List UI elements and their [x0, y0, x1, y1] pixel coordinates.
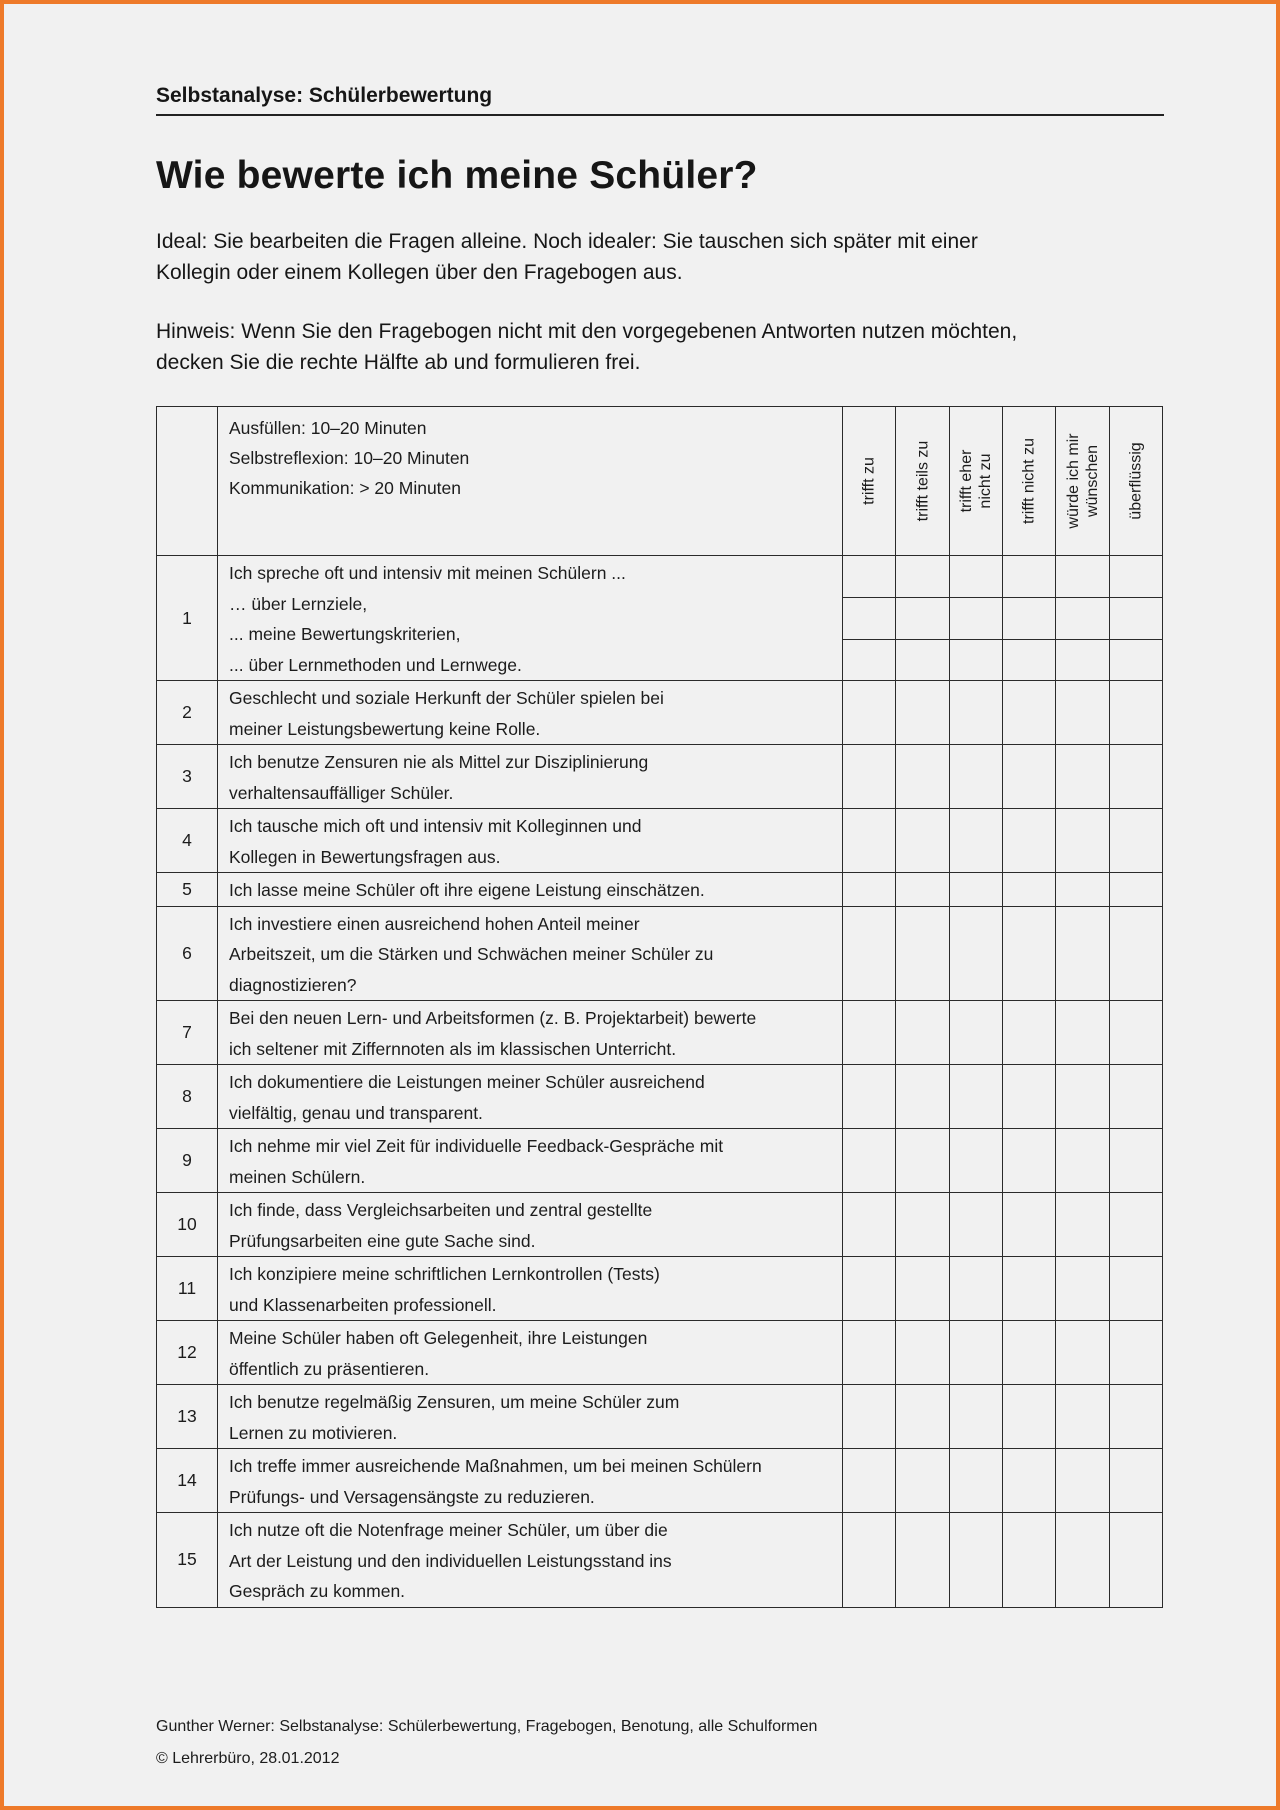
answer-checkbox-cell[interactable]	[843, 1065, 896, 1129]
answer-checkbox-cell[interactable]	[896, 1449, 950, 1513]
answer-checkbox-cell[interactable]	[950, 1321, 1003, 1385]
column-header-trifft-zu	[843, 407, 896, 556]
answer-checkbox-cell[interactable]	[843, 1257, 896, 1321]
answer-checkbox-cell[interactable]	[843, 556, 896, 598]
hint-line-1: Hinweis: Wenn Sie den Fragebogen nicht mit den vorgegebenen Antworten nutzen möchten,	[156, 320, 1018, 343]
answer-checkbox-cell[interactable]	[1003, 1001, 1056, 1065]
answer-checkbox-cell[interactable]	[843, 1193, 896, 1257]
table-header-row	[157, 407, 1163, 556]
answer-checkbox-cell[interactable]	[843, 1513, 896, 1608]
answer-checkbox-cell[interactable]	[1110, 1385, 1163, 1449]
answer-checkbox-cell[interactable]	[1110, 1321, 1163, 1385]
question-text-line: Prüfungs- und Versagensängste zu reduzieren.	[229, 1486, 595, 1507]
answer-checkbox-cell[interactable]	[1110, 906, 1163, 1001]
answer-checkbox-cell[interactable]	[1003, 1193, 1056, 1257]
answer-checkbox-cell[interactable]	[896, 873, 950, 907]
answer-checkbox-cell[interactable]	[1110, 598, 1163, 640]
questionnaire-table	[156, 406, 1163, 1608]
question-text	[218, 1257, 843, 1321]
answer-checkbox-cell[interactable]	[896, 1257, 950, 1321]
column-label: trifft teils zu	[914, 440, 931, 522]
answer-checkbox-cell[interactable]	[1056, 906, 1110, 1001]
answer-checkbox-cell[interactable]	[1110, 1129, 1163, 1193]
answer-checkbox-cell[interactable]	[843, 873, 896, 907]
answer-checkbox-cell[interactable]	[1110, 1001, 1163, 1065]
question-text-line: Arbeitszeit, um die Stärken und Schwächen meiner Schüler zu	[229, 944, 714, 964]
question-text-line: Ich nehme mir viel Zeit für individuelle Feedback-Gespräche mit	[229, 1136, 724, 1156]
answer-checkbox-cell[interactable]	[896, 681, 950, 745]
answer-checkbox-cell[interactable]	[950, 1449, 1003, 1513]
answer-checkbox-cell[interactable]	[1110, 1513, 1163, 1608]
answer-checkbox-cell[interactable]	[1003, 1065, 1056, 1129]
table-row	[157, 1193, 1163, 1257]
answer-checkbox-cell[interactable]	[1110, 1257, 1163, 1321]
table-row	[157, 1513, 1163, 1608]
question-text-line: Ich finde, dass Vergleichsarbeiten und zentral gestellte	[229, 1200, 653, 1220]
answer-checkbox-cell[interactable]	[1056, 640, 1110, 681]
answer-checkbox-cell[interactable]	[1056, 1321, 1110, 1385]
answer-checkbox-cell[interactable]	[1003, 1257, 1056, 1321]
answer-checkbox-cell[interactable]	[843, 1385, 896, 1449]
question-number: 13	[157, 1385, 218, 1449]
answer-checkbox-cell[interactable]	[843, 1129, 896, 1193]
question-text	[218, 1001, 843, 1065]
table-row	[157, 1449, 1163, 1513]
table-row	[157, 681, 1163, 745]
footer-copyright: © Lehrerbüro, 28.01.2012	[156, 1750, 340, 1767]
answer-checkbox-cell[interactable]	[896, 809, 950, 873]
answer-checkbox-cell[interactable]	[1056, 1449, 1110, 1513]
answer-checkbox-cell[interactable]	[1110, 1065, 1163, 1129]
answer-checkbox-cell[interactable]	[1056, 1513, 1110, 1608]
column-label-line-2: nicht zu	[977, 453, 994, 509]
answer-checkbox-cell[interactable]	[896, 598, 950, 640]
question-text-line: Bei den neuen Lern- und Arbeitsformen (z. B. Projektarbeit) bewerte	[229, 1008, 757, 1028]
question-text-line: Art der Leistung und den individuellen Leistungsstand ins	[229, 1550, 672, 1571]
column-header-ueberfluessig	[1110, 407, 1163, 556]
answer-checkbox-cell[interactable]	[1056, 681, 1110, 745]
answer-checkbox-cell[interactable]	[1056, 1001, 1110, 1065]
answer-checkbox-cell[interactable]	[1110, 640, 1163, 681]
question-text-line: Ich tausche mich oft und intensiv mit Kolleginnen und	[229, 816, 642, 836]
answer-checkbox-cell[interactable]	[1003, 873, 1056, 907]
answer-checkbox-cell[interactable]	[843, 598, 896, 640]
footer-source: Gunther Werner: Selbstanalyse: Schülerbewertung, Fragebogen, Benotung, alle Schulformen	[156, 1718, 818, 1735]
question-text-line: vielfältig, genau und transparent.	[229, 1102, 483, 1123]
table-row	[157, 1257, 1163, 1321]
table-row	[157, 1321, 1163, 1385]
answer-checkbox-cell[interactable]	[950, 906, 1003, 1001]
question-text	[218, 745, 843, 809]
answer-checkbox-cell[interactable]	[843, 640, 896, 681]
answer-checkbox-cell[interactable]	[1056, 1065, 1110, 1129]
column-header-trifft-eher-nicht-zu	[950, 407, 1003, 556]
question-text	[218, 906, 843, 1001]
question-text-line: meiner Leistungsbewertung keine Rolle.	[229, 718, 541, 739]
answer-checkbox-cell[interactable]	[843, 745, 896, 809]
answer-checkbox-cell[interactable]	[950, 809, 1003, 873]
answer-checkbox-cell[interactable]	[1056, 598, 1110, 640]
answer-checkbox-cell[interactable]	[896, 556, 950, 598]
answer-checkbox-cell[interactable]	[1003, 640, 1056, 681]
table-row	[157, 1385, 1163, 1449]
answer-checkbox-cell[interactable]	[1003, 598, 1056, 640]
question-number: 15	[157, 1513, 218, 1608]
intro-line-1: Ideal: Sie bearbeiten die Fragen alleine. Noch idealer: Sie tauschen sich später mit einer	[156, 230, 978, 253]
answer-checkbox-cell[interactable]	[1110, 809, 1163, 873]
question-text-line: Ich konzipiere meine schriftlichen Lernkontrollen (Tests)	[229, 1264, 660, 1284]
answer-checkbox-cell[interactable]	[1003, 556, 1056, 598]
table-row	[157, 1065, 1163, 1129]
answer-checkbox-cell[interactable]	[1110, 681, 1163, 745]
answer-checkbox-cell[interactable]	[843, 1321, 896, 1385]
answer-checkbox-cell[interactable]	[950, 1001, 1003, 1065]
answer-checkbox-cell[interactable]	[843, 681, 896, 745]
section-title: Selbstanalyse: Schülerbewertung	[156, 84, 1164, 116]
answer-checkbox-cell[interactable]	[950, 1065, 1003, 1129]
question-text-line: ... über Lernmethoden und Lernwege.	[229, 654, 522, 675]
question-text-line: Ich benutze Zensuren nie als Mittel zur Disziplinierung	[229, 752, 649, 772]
question-number: 10	[157, 1193, 218, 1257]
question-text	[218, 1513, 843, 1608]
column-header-wuerde-ich-mir-wuenschen	[1056, 407, 1110, 556]
table-row	[157, 809, 1163, 873]
answer-checkbox-cell[interactable]	[896, 1065, 950, 1129]
question-number: 2	[157, 681, 218, 745]
question-text-line: und Klassenarbeiten professionell.	[229, 1294, 497, 1315]
question-text-line: ich seltener mit Ziffernnoten als im klassischen Unterricht.	[229, 1038, 677, 1059]
answer-checkbox-cell[interactable]	[1003, 809, 1056, 873]
table-row	[157, 1001, 1163, 1065]
hint-paragraph	[156, 316, 1164, 378]
question-text-line: Ich spreche oft und intensiv mit meinen Schülern ...	[229, 563, 626, 583]
answer-checkbox-cell[interactable]	[1003, 1385, 1056, 1449]
question-text-line: meinen Schülern.	[229, 1166, 366, 1187]
answer-checkbox-cell[interactable]	[1056, 1257, 1110, 1321]
answer-checkbox-cell[interactable]	[1003, 1321, 1056, 1385]
question-number: 4	[157, 809, 218, 873]
question-number: 12	[157, 1321, 218, 1385]
answer-checkbox-cell[interactable]	[950, 640, 1003, 681]
question-text-line: Gespräch zu kommen.	[229, 1581, 406, 1601]
answer-checkbox-cell[interactable]	[1056, 1129, 1110, 1193]
table-row	[157, 556, 1163, 598]
answer-checkbox-cell[interactable]	[950, 1193, 1003, 1257]
answer-checkbox-cell[interactable]	[896, 1321, 950, 1385]
answer-checkbox-cell[interactable]	[1056, 1193, 1110, 1257]
time-info-cell	[218, 407, 843, 556]
question-text-line: Ich investiere einen ausreichend hohen Anteil meiner	[229, 913, 640, 934]
answer-checkbox-cell[interactable]	[843, 906, 896, 1001]
answer-checkbox-cell[interactable]	[896, 1129, 950, 1193]
answer-checkbox-cell[interactable]	[950, 873, 1003, 907]
column-label-line-2: wünschen	[1083, 444, 1101, 518]
answer-checkbox-cell[interactable]	[896, 1001, 950, 1065]
answer-checkbox-cell[interactable]	[1003, 681, 1056, 745]
answer-checkbox-cell[interactable]	[950, 1129, 1003, 1193]
intro-line-2: Kollegin oder einem Kollegen über den Fragebogen aus.	[156, 261, 683, 284]
question-text	[218, 681, 843, 745]
question-text	[218, 809, 843, 873]
answer-checkbox-cell[interactable]	[1056, 1385, 1110, 1449]
question-text-line: Ich benutze regelmäßig Zensuren, um meine Schüler zum	[229, 1392, 680, 1412]
answer-checkbox-cell[interactable]	[950, 681, 1003, 745]
question-text	[218, 1193, 843, 1257]
question-text-line: verhaltensauffälliger Schüler.	[229, 782, 454, 803]
question-number: 9	[157, 1129, 218, 1193]
answer-checkbox-cell[interactable]	[950, 1513, 1003, 1608]
answer-checkbox-cell[interactable]	[896, 745, 950, 809]
question-text	[218, 1129, 843, 1193]
answer-checkbox-cell[interactable]	[1110, 1449, 1163, 1513]
answer-checkbox-cell[interactable]	[1056, 556, 1110, 598]
answer-checkbox-cell[interactable]	[950, 598, 1003, 640]
number-header-cell	[157, 407, 218, 556]
question-text	[218, 1321, 843, 1385]
answer-checkbox-cell[interactable]	[843, 1001, 896, 1065]
answer-checkbox-cell[interactable]	[896, 1385, 950, 1449]
answer-checkbox-cell[interactable]	[896, 1513, 950, 1608]
table-row	[157, 1129, 1163, 1193]
table-row	[157, 745, 1163, 809]
question-number: 7	[157, 1001, 218, 1065]
question-text-line: Ich nutze oft die Notenfrage meiner Schüler, um über die	[229, 1520, 668, 1540]
hint-line-2: decken Sie die rechte Hälfte ab und formulieren frei.	[156, 351, 641, 374]
answer-checkbox-cell[interactable]	[1003, 1513, 1056, 1608]
answer-checkbox-cell[interactable]	[896, 640, 950, 681]
question-number: 8	[157, 1065, 218, 1129]
time-fill-label: Ausfüllen: 10–20 Minuten	[229, 418, 427, 438]
question-number: 5	[157, 873, 218, 907]
question-text-line: Meine Schüler haben oft Gelegenheit, ihre Leistungen	[229, 1328, 648, 1348]
table-row	[157, 873, 1163, 907]
answer-checkbox-cell[interactable]	[950, 745, 1003, 809]
column-header-trifft-teils-zu	[896, 407, 950, 556]
time-communication-label: Kommunikation: > 20 Minuten	[229, 478, 462, 498]
question-text-line: Kollegen in Bewertungsfragen aus.	[229, 846, 501, 867]
question-text-line: ... meine Bewertungskriterien,	[229, 624, 461, 644]
answer-checkbox-cell[interactable]	[950, 1385, 1003, 1449]
column-header-trifft-nicht-zu	[1003, 407, 1056, 556]
question-text-line: diagnostizieren?	[229, 974, 357, 995]
answer-checkbox-cell[interactable]	[1110, 1193, 1163, 1257]
question-text-line: öffentlich zu präsentieren.	[229, 1358, 430, 1379]
answer-checkbox-cell[interactable]	[1110, 556, 1163, 598]
column-label: trifft nicht zu	[1020, 438, 1038, 524]
answer-checkbox-cell[interactable]	[1056, 809, 1110, 873]
column-label-line-1: trifft eher	[958, 449, 975, 513]
column-label-line-1: würde ich mir	[1064, 433, 1082, 529]
question-text	[218, 1065, 843, 1129]
answer-checkbox-cell[interactable]	[1003, 1129, 1056, 1193]
answer-checkbox-cell[interactable]	[950, 1257, 1003, 1321]
question-number: 1	[157, 556, 218, 681]
page-title: Wie bewerte ich meine Schüler?	[156, 154, 758, 197]
answer-checkbox-cell[interactable]	[1056, 745, 1110, 809]
column-label: trifft zu	[860, 457, 878, 505]
answer-checkbox-cell[interactable]	[896, 1193, 950, 1257]
question-number: 14	[157, 1449, 218, 1513]
column-label: überflüssig	[1127, 442, 1145, 520]
answer-checkbox-cell[interactable]	[1110, 745, 1163, 809]
question-text-line: Ich lasse meine Schüler oft ihre eigene Leistung einschätzen.	[229, 880, 705, 900]
answer-checkbox-cell[interactable]	[1003, 906, 1056, 1001]
question-number: 11	[157, 1257, 218, 1321]
intro-paragraph	[156, 226, 1164, 288]
question-text	[218, 873, 843, 907]
answer-checkbox-cell[interactable]	[1003, 745, 1056, 809]
answer-checkbox-cell[interactable]	[843, 809, 896, 873]
question-number: 6	[157, 906, 218, 1001]
answer-checkbox-cell[interactable]	[950, 556, 1003, 598]
question-text-line: Ich dokumentiere die Leistungen meiner Schüler ausreichend	[229, 1072, 705, 1092]
question-text	[218, 1385, 843, 1449]
answer-checkbox-cell[interactable]	[1003, 1449, 1056, 1513]
question-text	[218, 1449, 843, 1513]
answer-checkbox-cell[interactable]	[1056, 873, 1110, 907]
answer-checkbox-cell[interactable]	[843, 1449, 896, 1513]
question-text	[218, 556, 843, 681]
question-text-line: … über Lernziele,	[229, 593, 368, 614]
question-text-line: Prüfungsarbeiten eine gute Sache sind.	[229, 1230, 536, 1251]
table-row	[157, 906, 1163, 1001]
question-text-line: Lernen zu motivieren.	[229, 1422, 398, 1443]
answer-checkbox-cell[interactable]	[896, 906, 950, 1001]
question-text-line: Ich treffe immer ausreichende Maßnahmen, um bei meinen Schülern	[229, 1456, 762, 1476]
time-reflection-label: Selbstreflexion: 10–20 Minuten	[229, 448, 470, 468]
answer-checkbox-cell[interactable]	[1110, 873, 1163, 907]
question-text-line: Geschlecht und soziale Herkunft der Schüler spielen bei	[229, 688, 664, 708]
question-number: 3	[157, 745, 218, 809]
